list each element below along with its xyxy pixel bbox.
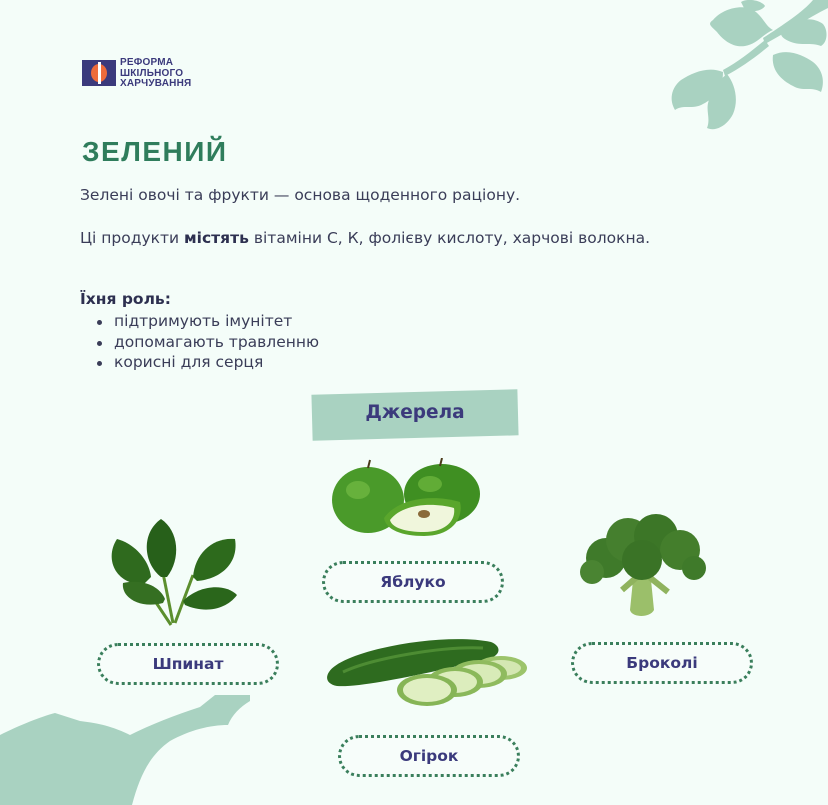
food-label-apple: Яблуко: [322, 561, 504, 603]
cucumber-image: [323, 628, 533, 710]
description-text: Ці продукти містять вітаміни С, К, фолієву кислоту, харчові волокна.: [80, 229, 651, 247]
food-label-broccoli: Броколі: [571, 642, 753, 684]
brand-logo: [82, 58, 232, 90]
sources-heading: Джерела: [365, 402, 465, 423]
list-item: допомагають травленню: [94, 332, 319, 353]
spinach-image: [103, 513, 243, 631]
food-label-cucumber: Огірок: [338, 735, 520, 777]
page-title: ЗЕЛЕНИЙ: [82, 136, 228, 167]
food-label-spinach: Шпинат: [97, 643, 279, 685]
parsley-leaf-decoration: [653, 0, 828, 135]
apple-image: [328, 458, 488, 538]
role-heading: Їхня роль:: [80, 290, 171, 308]
list-item: корисні для серця: [94, 352, 319, 373]
description-bold: містять: [184, 229, 249, 247]
list-item: підтримують імунітет: [94, 311, 319, 332]
role-list: [94, 311, 319, 373]
logo-wordmark: РЕФОРМА ШКІЛЬНОГО ХАРЧУВАННЯ: [120, 57, 192, 89]
corner-leaf-decoration: [0, 695, 250, 805]
intro-text: Зелені овочі та фрукти — основа щоденного раціону.: [80, 186, 521, 204]
broccoli-image: [572, 510, 714, 622]
logo-mark-icon: [82, 60, 116, 86]
